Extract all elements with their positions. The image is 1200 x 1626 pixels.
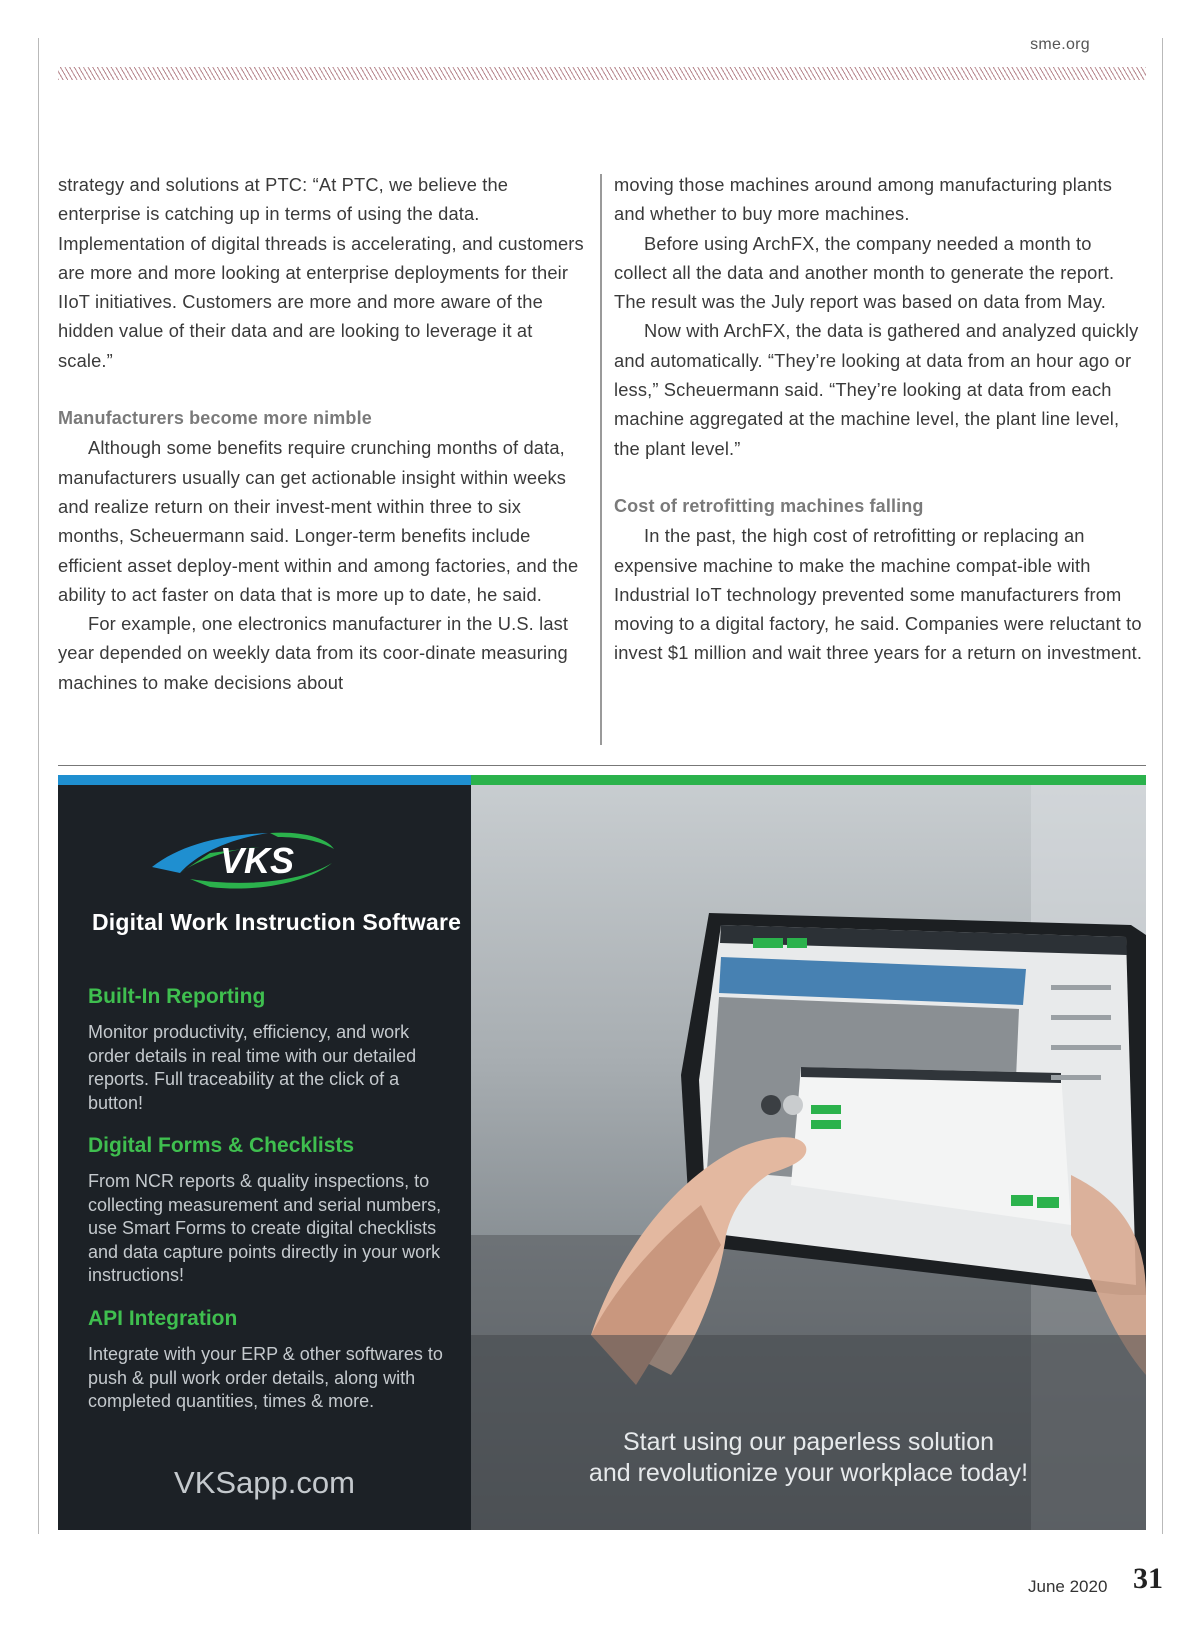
paragraph: Before using ArchFX, the company needed a month to collect all the data and another month to generate the report. The result was the July report was based on data from May. [614, 232, 1115, 313]
paragraph: strategy and solutions at PTC: “At PTC, we believe the enterprise is catching up in terms of using the data. Implementation of digital threads is accelerating, and customers are more and more looking at enterprise deployments for their IIoT initiatives. Customers are more and more aware of the hidden value of their data and are looking to leverage it at scale.” [58, 174, 584, 371]
ad-green-accent-bar [471, 775, 1146, 785]
vks-logo [150, 823, 340, 893]
ad-photo-panel [471, 775, 1146, 1530]
ad-call-to-action [471, 1427, 1146, 1489]
ad-blue-accent-bar [58, 775, 471, 785]
site-url: sme.org [1030, 36, 1090, 53]
feature-heading-api: API Integration [88, 1307, 238, 1330]
cta-line-2: and revolutionize your workplace today! [588, 1459, 1029, 1487]
feature-text-reporting: Monitor productivity, efficiency, and work order details in real time with our detailed reports. Full traceability at the click of a button! [88, 1022, 417, 1113]
article-ad-divider [58, 765, 1146, 766]
paragraph: Although some benefits require crunching months of data, manufacturers usually can get actionable insight within weeks and realize return on their invest-ment within three to six months, Scheuermann said. Longer-term benefits include efficient asset deploy-ment within and among factories, and the ability to act faster on data that is more up to date, he said. [58, 437, 579, 605]
section-heading: Manufacturers become more nimble [58, 408, 372, 429]
header-hatch-band [58, 67, 1146, 80]
section-heading: Cost of retrofitting machines falling [614, 495, 924, 516]
vks-advertisement[interactable] [58, 775, 1146, 1530]
logo-wordmark: VKS [220, 840, 295, 881]
feature-text-forms: From NCR reports & quality inspections, to collecting measurement and serial numbers, use Smart Forms to create digital checklists and data capture points directly in your work instructions! [88, 1171, 442, 1285]
article-column-right [614, 170, 1144, 668]
page-number: 31 [1133, 1562, 1163, 1595]
feature-heading-reporting: Built-In Reporting [88, 985, 266, 1008]
ad-website-link[interactable]: VKSapp.com [174, 1465, 355, 1500]
issue-date: June 2020 [1028, 1577, 1108, 1596]
ad-title: Digital Work Instruction Software [92, 909, 462, 935]
feature-heading-forms: Digital Forms & Checklists [88, 1134, 355, 1157]
ad-text-panel [58, 775, 471, 1530]
left-page-rule [38, 38, 39, 1534]
right-page-rule [1162, 38, 1163, 1534]
paragraph: In the past, the high cost of retrofitting or replacing an expensive machine to make the machine compat-ible with Industrial IoT technology prevented some manufacturers from moving to a digital factory, he said. Companies were reluctant to invest $1 million and wait three years for a return on investment. [614, 525, 1143, 664]
cta-line-1: Start using our paperless solution [622, 1428, 995, 1456]
feature-text-api: Integrate with your ERP & other softwares to push & pull work order details, along with completed quantities, times & more. [88, 1344, 443, 1411]
paragraph: Now with ArchFX, the data is gathered and analyzed quickly and automatically. “They’re looking at data from an hour ago or less,” Scheuermann said. “They’re looking at data from each machine aggregated at the machine level, the plant line level, the plant level.” [614, 320, 1139, 459]
tablet-hand-photo [471, 775, 1146, 1530]
paragraph: For example, one electronics manufacturer in the U.S. last year depended on weekly data from its coor-dinate measuring machines to make decisions about [58, 613, 569, 693]
article-column-left [58, 170, 588, 697]
paragraph: moving those machines around among manufacturing plants and whether to buy more machines. [614, 174, 1113, 225]
column-divider [600, 174, 602, 745]
